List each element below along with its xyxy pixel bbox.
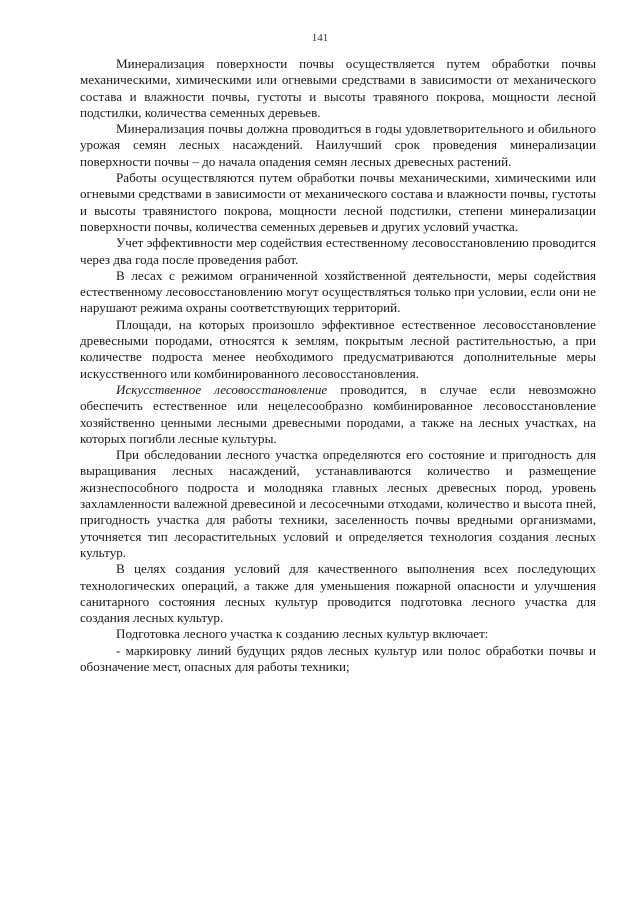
list-item-marking-lines: - маркировку линий будущих рядов лесных культур или полос обработки почвы и обозначение мест, опасных для работы техники; (80, 642, 596, 674)
paragraph-soil-mineralization-methods: Минерализация поверхности почвы осуществляется путем обработки почвы механическими, химическими или огневыми средствами в зависимости от механического состава и влажности почвы, густоты и высоты травяного покрова, мощности лесной подстилки, количества семенных деревьев. (80, 56, 596, 120)
paragraph-site-preparation-includes: Подготовка лесного участка к созданию лесных культур включает: (116, 626, 489, 642)
paragraph-mineralization-timing: Минерализация почвы должна проводиться в годы удовлетворительного и обильного урожая семян лесных насаждений. Наилучший срок проведения минерализации поверхности почвы – до начала опадения семян лесных древесных растений. (80, 121, 596, 169)
paragraph-site-preparation-purpose: В целях создания условий для качественного выполнения всех последующих технологических операций, а также для уменьшения пожарной опасности и улучшения санитарного состояния лесных культур проводится подготовка лесного участка для создания лесных культур. (80, 561, 596, 626)
paragraph-artificial-reforestation-text: проводится, в случае если невозможно обеспечить естественное или нецелесообразно комбинированное лесовосстановление хозяйственно ценными лесными древесными породами, а также на лесных участках, на которых погибли лесные культуры. (80, 381, 596, 446)
paragraph-effectiveness-accounting: Учет эффективности мер содействия естественному лесовосстановлению проводится через два года после проведения работ. (80, 235, 596, 267)
term-artificial-reforestation: Искусственное лесовосстановление (116, 381, 328, 397)
paragraph-restored-areas: Площади, на которых произошло эффективное естественное лесовосстановление древесными породами, относятся к землям, покрытым лесной растительностью, а при количестве подроста менее необходимого предусматриваются дополнительные меры искусственного или комбинированного лесовосстановления. (80, 316, 596, 381)
paragraph-restricted-forests: В лесах с режимом ограниченной хозяйственной деятельности, меры содействия естественному лесовосстановлению могут осуществляться только при условии, если они не нарушают режима охраны соответствующих территорий. (80, 267, 596, 316)
paragraph-artificial-reforestation (80, 382, 596, 447)
page-number: 141 (311, 32, 329, 44)
paragraph-work-methods: Работы осуществляются путем обработки почвы механическими, химическими или огневыми средствами в зависимости от механического состава и влажности почвы, густоты и высоты травянистого покрова, мощности лесной подстилки, степени минерализации поверхности почвы, количества семенных деревьев и других условий участка. (80, 170, 596, 234)
document-body (80, 56, 596, 675)
paragraph-site-survey: При обследовании лесного участка определяются его состояние и пригодность для выращивания лесных насаждений, устанавливаются количество и размещение жизнеспособного подроста и молодняка главных лесных древесных пород, уровень захламленности валежной древесиной и лесосечными отходами, количество и высота пней, пригодность участка для работы техники, заселенность почвы вредными организмами, уточняется тип лесорастительных условий и определяется технология создания лесных культур. (80, 447, 596, 560)
